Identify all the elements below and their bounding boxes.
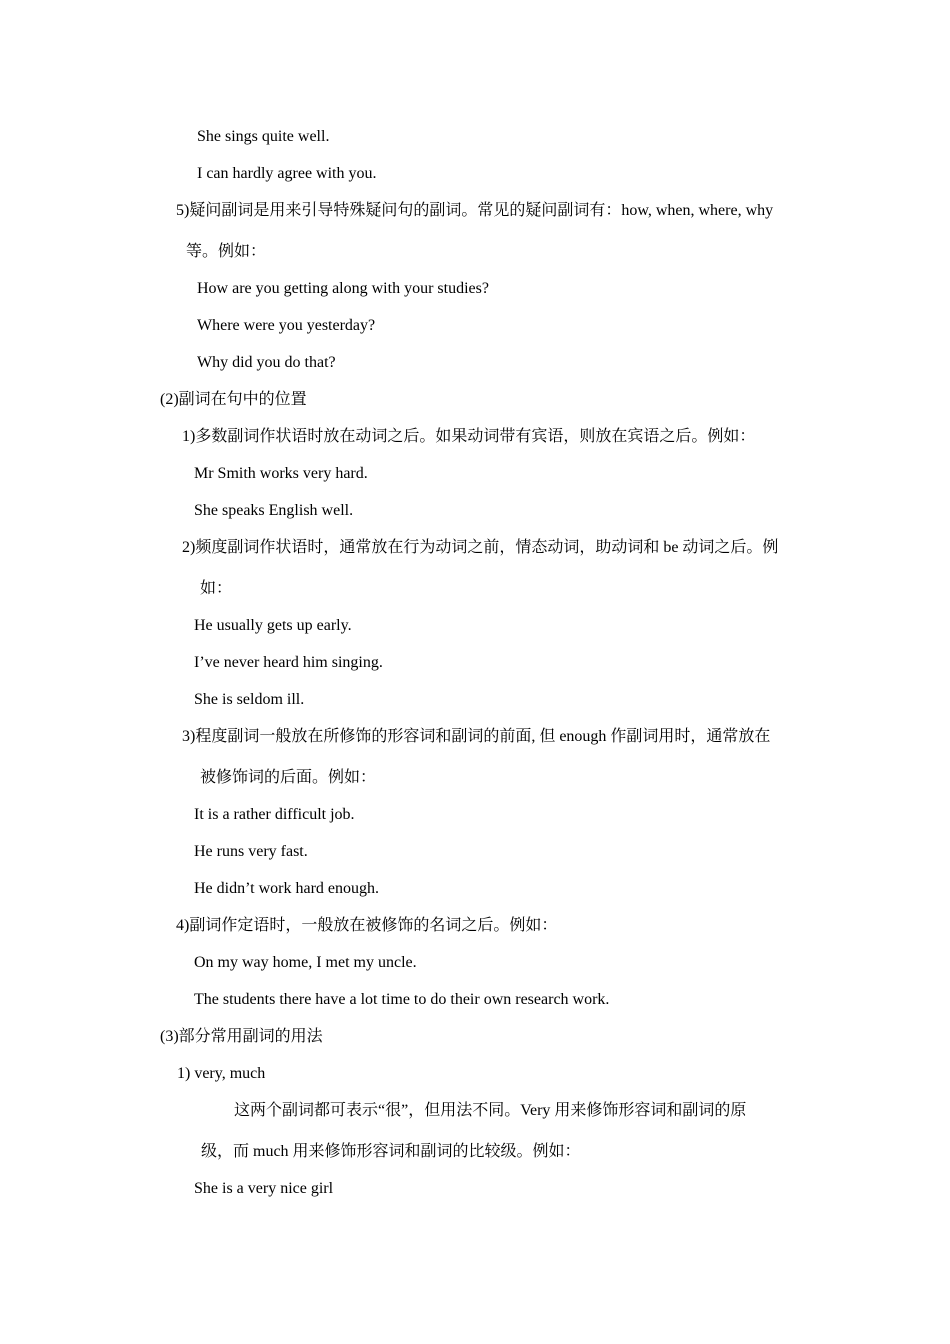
example-sentence: I can hardly agree with you. <box>197 165 377 182</box>
list-item-continuation: 如： <box>200 580 233 597</box>
example-sentence: She is a very nice girl <box>194 1180 334 1197</box>
list-item-heading: 1)多数副词作状语时放在动词之后。如果动词带有宾语，则放在宾语之后。例如： <box>182 428 756 445</box>
example-sentence: He didn’t work hard enough. <box>194 880 379 897</box>
example-sentence: Why did you do that? <box>197 354 336 371</box>
example-sentence: How are you getting along with your studies? <box>197 280 489 297</box>
example-sentence: It is a rather difficult job. <box>194 806 355 823</box>
section-heading: (3)部分常用副词的用法 <box>160 1028 323 1045</box>
example-sentence: She is seldom ill. <box>194 691 305 708</box>
example-sentence: She speaks English well. <box>194 502 354 519</box>
list-item-heading: 2)频度副词作状语时，通常放在行为动词之前，情态动词，助动词和 be 动词之后。例 <box>182 539 779 556</box>
example-sentence: The students there have a lot time to do their own research work. <box>194 991 610 1008</box>
list-item-heading: 3)程度副词一般放在所修饰的形容词和副词的前面, 但 enough 作副词用时，通常放在 <box>182 728 771 745</box>
list-item-continuation: 等。例如： <box>186 243 267 260</box>
example-sentence: Where were you yesterday? <box>197 317 376 334</box>
list-item-heading: 1) very, much <box>177 1065 266 1082</box>
paragraph-continuation: 级，而 much 用来修饰形容词和副词的比较级。例如： <box>201 1143 581 1160</box>
paragraph-text: 这两个副词都可表示“很”，但用法不同。Very 用来修饰形容词和副词的原 <box>234 1102 747 1119</box>
example-sentence: Mr Smith works very hard. <box>194 465 368 482</box>
example-sentence: She sings quite well. <box>197 128 330 145</box>
section-heading: (2)副词在句中的位置 <box>160 391 307 408</box>
example-sentence: I’ve never heard him singing. <box>194 654 383 671</box>
list-item-heading: 4)副词作定语时，一般放在被修饰的名词之后。例如： <box>176 917 558 934</box>
example-sentence: He usually gets up early. <box>194 617 352 634</box>
example-sentence: He runs very fast. <box>194 843 308 860</box>
list-item-continuation: 被修饰词的后面。例如： <box>200 769 377 786</box>
example-sentence: On my way home, I met my uncle. <box>194 954 417 971</box>
list-item-heading: 5)疑问副词是用来引导特殊疑问句的副词。常见的疑问副词有：how, when, where, why <box>176 202 774 219</box>
